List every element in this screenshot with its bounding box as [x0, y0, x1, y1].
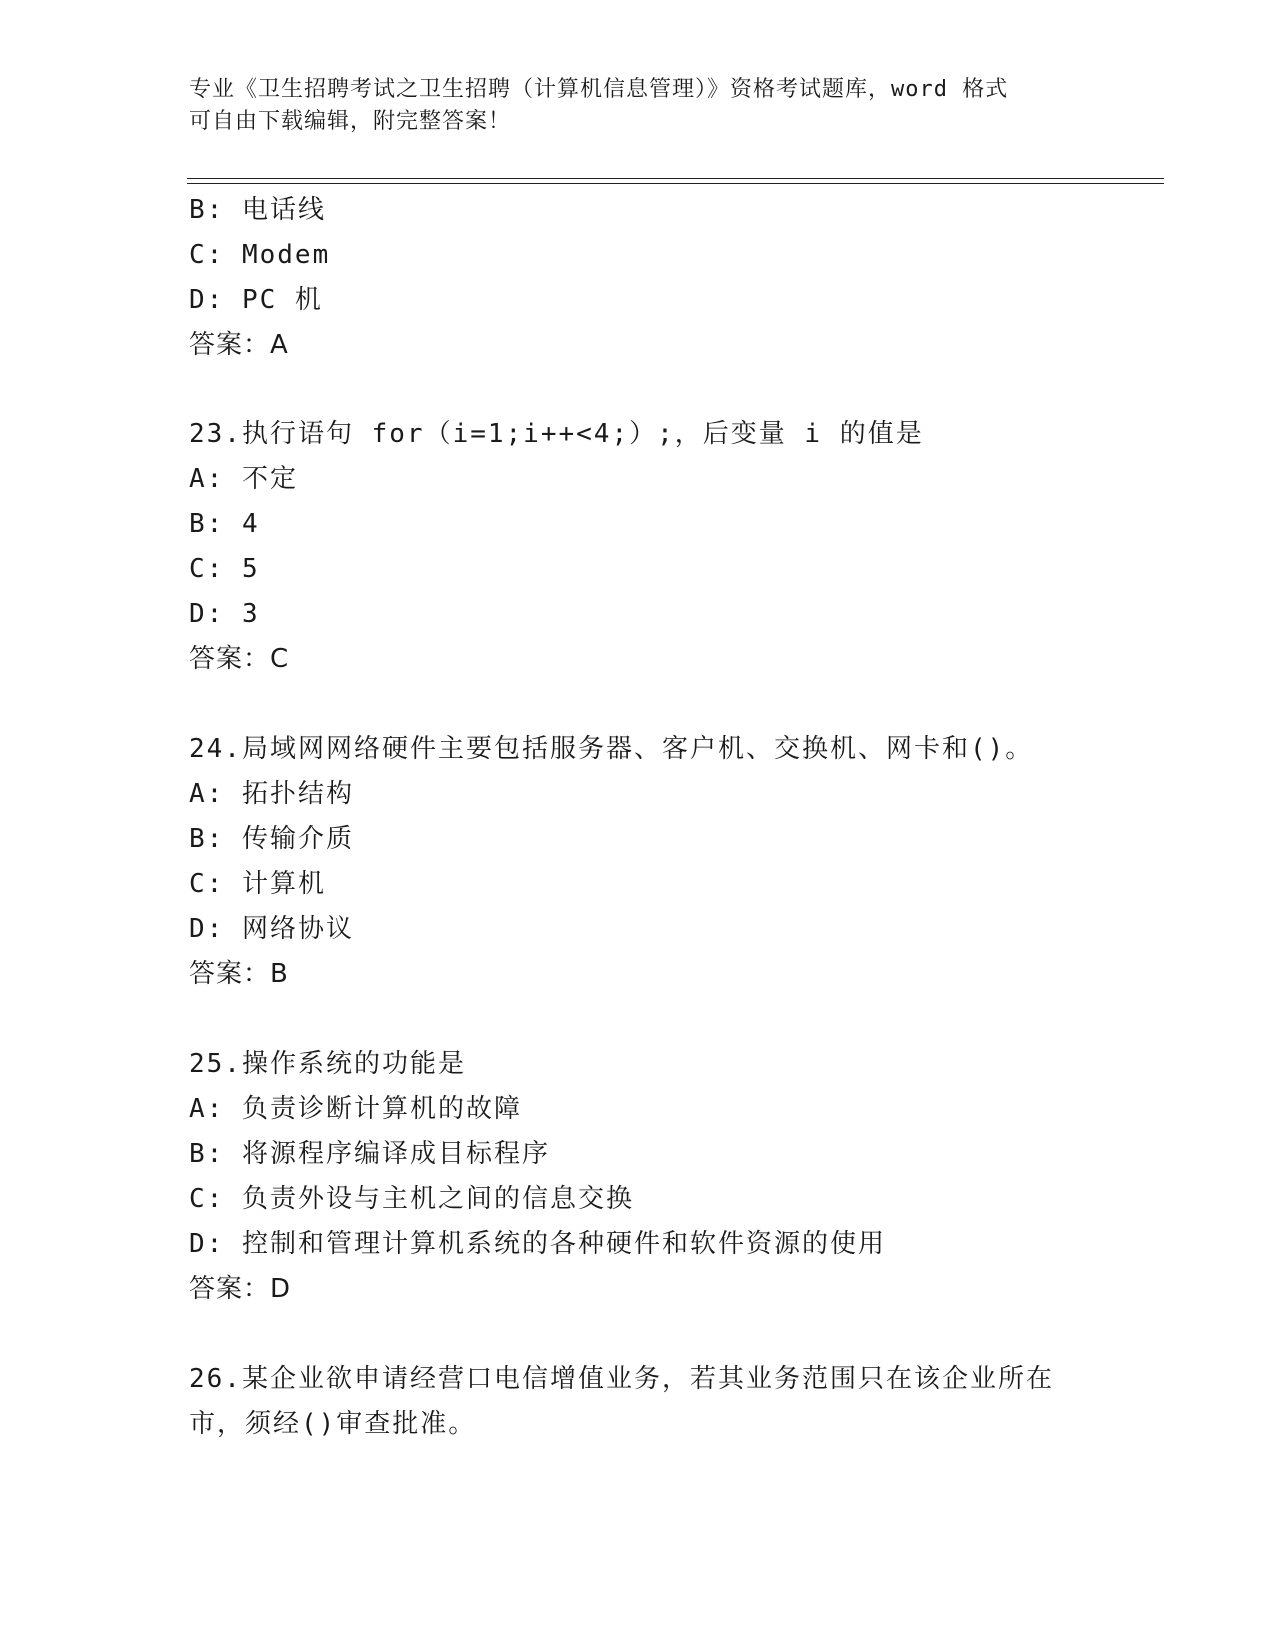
document-header: [189, 74, 1089, 138]
q23-option-b: B: 4: [189, 509, 260, 539]
header-line-2: 可自由下载编辑，附完整答案！: [189, 109, 512, 134]
header-divider-bottom: [187, 183, 1164, 184]
q25-question: 25.操作系统的功能是: [189, 1049, 466, 1079]
q26-question-line-1: 26.某企业欲申请经营口电信增值业务，若其业务范围只在该企业所在: [189, 1364, 1054, 1394]
q24-question: 24.局域网网络硬件主要包括服务器、客户机、交换机、网卡和()。: [189, 734, 1034, 764]
q23-option-a: A: 不定: [189, 464, 298, 494]
q23-option-c: C: 5: [189, 554, 260, 584]
q25-answer: 答案：D: [189, 1274, 292, 1304]
q24-option-a: A: 拓扑结构: [189, 779, 354, 809]
q25-option-a: A: 负责诊断计算机的故障: [189, 1094, 522, 1124]
q25-option-b: B: 将源程序编译成目标程序: [189, 1139, 550, 1169]
header-line-1: 专业《卫生招聘考试之卫生招聘（计算机信息管理）》资格考试题库，word 格式: [189, 77, 1009, 102]
q22-option-d: D: PC 机: [189, 285, 323, 315]
q22-option-c: C: Modem: [189, 240, 331, 270]
q22-option-b: B: 电话线: [189, 195, 326, 225]
q26-question-line-2: 市，须经()审查批准。: [189, 1409, 477, 1439]
q24-answer: 答案：B: [189, 959, 289, 989]
q23-answer: 答案：C: [189, 644, 290, 674]
q24-option-d: D: 网络协议: [189, 914, 354, 944]
q24-option-c: C: 计算机: [189, 869, 326, 899]
q22-answer: 答案：A: [189, 330, 289, 360]
q25-option-c: C: 负责外设与主机之间的信息交换: [189, 1184, 634, 1214]
q24-option-b: B: 传输介质: [189, 824, 354, 854]
q23-question: 23.执行语句 for（i=1;i++<4;）;，后变量 i 的值是: [189, 419, 924, 449]
header-divider-top: [187, 178, 1164, 179]
q23-option-d: D: 3: [189, 599, 260, 629]
q25-option-d: D: 控制和管理计算机系统的各种硬件和软件资源的使用: [189, 1229, 886, 1259]
